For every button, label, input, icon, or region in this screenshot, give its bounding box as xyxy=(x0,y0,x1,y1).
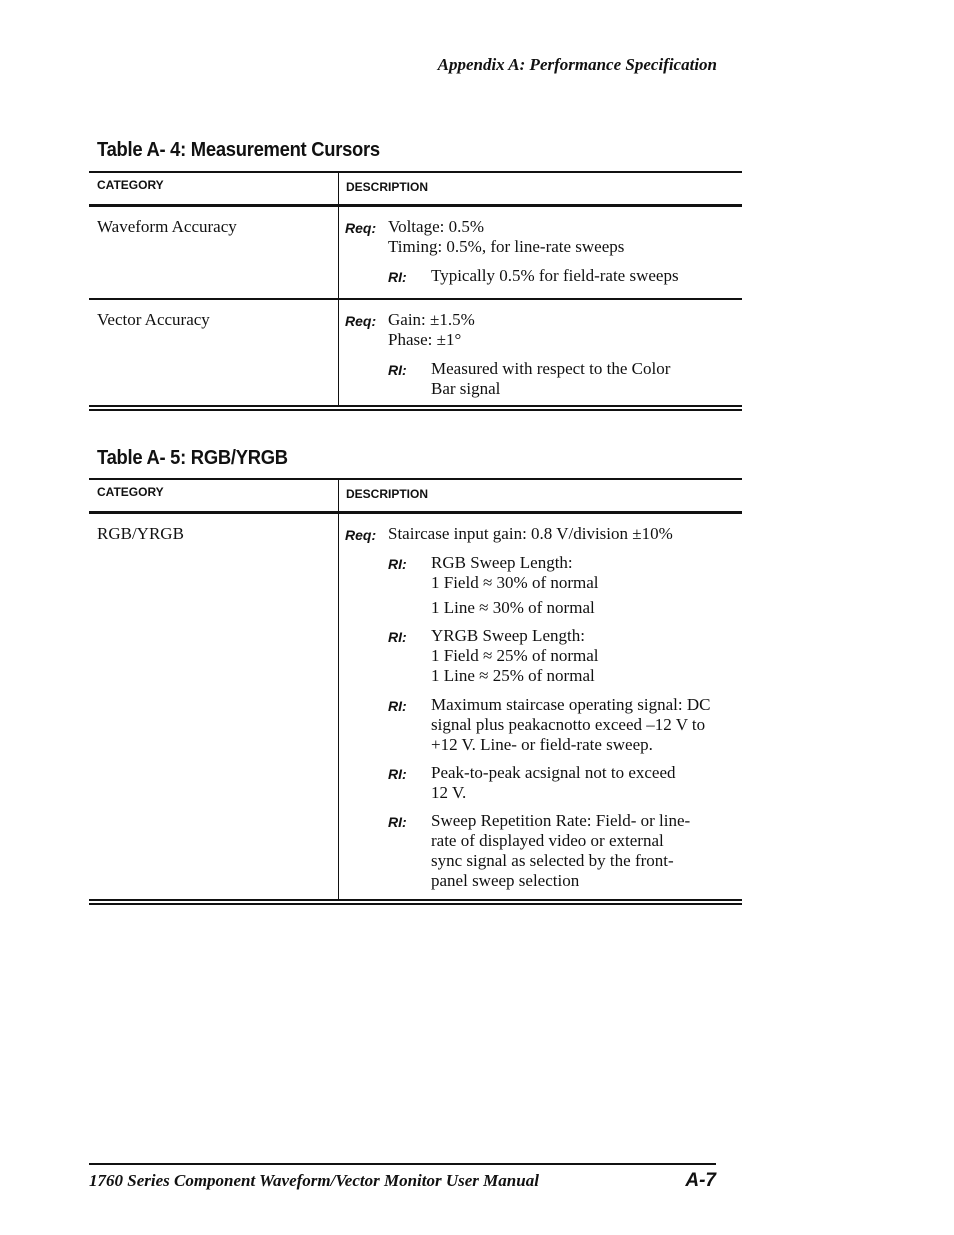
footer-rule xyxy=(89,1163,716,1165)
row-category: Vector Accuracy xyxy=(97,310,210,329)
table-a5-title: Table A- 5: RGB/YRGB xyxy=(97,447,288,469)
row-description xyxy=(345,310,735,399)
ri-text: 12 V. xyxy=(431,783,467,802)
ri-text: Bar signal xyxy=(431,379,501,398)
category-header: CATEGORY xyxy=(97,485,164,499)
table-a4 xyxy=(89,171,742,406)
req-label: Req: xyxy=(345,313,377,329)
column-divider xyxy=(338,173,339,204)
description-header: DESCRIPTION xyxy=(346,487,429,501)
table-a5 xyxy=(89,478,742,900)
row-category: RGB/YRGB xyxy=(97,524,184,543)
req-text: Voltage: 0.5% xyxy=(388,217,485,236)
ri-text: RGB Sweep Length: xyxy=(431,553,573,572)
category-header: CATEGORY xyxy=(97,178,164,192)
table-a4-header xyxy=(89,171,742,207)
ri-item xyxy=(388,811,735,891)
ri-text: Typically 0.5% for field-rate sweeps xyxy=(431,266,679,285)
ri-text: sync signal as selected by the front- xyxy=(431,851,674,870)
ri-text: Measured with respect to the Color xyxy=(431,359,671,378)
ri-text: 1 Line ≈ 30% of normal xyxy=(431,598,595,617)
table-a5-header xyxy=(89,478,742,514)
table-row xyxy=(89,207,742,300)
req-text: Phase: ±1° xyxy=(388,330,462,349)
ri-text: panel sweep selection xyxy=(431,871,580,890)
page-number: A-7 xyxy=(685,1170,716,1191)
row-description xyxy=(345,217,735,287)
ri-text: 1 Line ≈ 25% of normal xyxy=(431,666,595,685)
running-header: Appendix A: Performance Specification xyxy=(437,55,717,74)
ri-text: 1 Field ≈ 25% of normal xyxy=(431,646,599,665)
ri-label: RI: xyxy=(388,362,407,378)
ri-label: RI: xyxy=(388,269,407,285)
ri-text: YRGB Sweep Length: xyxy=(431,626,585,645)
ri-text: Peak-to-peak acsignal not to exceed xyxy=(431,763,676,782)
ri-item xyxy=(388,553,735,618)
ri-text: Maximum staircase operating signal: DC xyxy=(431,695,711,714)
ri-text: Sweep Repetition Rate: Field- or line- xyxy=(431,811,691,830)
column-divider xyxy=(338,514,339,900)
ri-text: 1 Field ≈ 30% of normal xyxy=(431,573,599,592)
ri-text: rate of displayed video or external xyxy=(431,831,664,850)
ri-label: RI: xyxy=(388,698,407,714)
column-divider xyxy=(338,300,339,406)
footer-manual-title: 1760 Series Component Waveform/Vector Monitor User Manual xyxy=(89,1171,539,1190)
req-text: Staircase input gain: 0.8 V/division ±10% xyxy=(388,524,673,543)
req-label: Req: xyxy=(345,220,377,236)
table-row xyxy=(89,514,742,900)
req-text: Timing: 0.5%, for line-rate sweeps xyxy=(388,237,625,256)
ri-text: +12 V. Line- or field-rate sweep. xyxy=(431,735,653,754)
table-row xyxy=(89,300,742,406)
ri-item xyxy=(388,626,735,686)
ri-label: RI: xyxy=(388,556,407,572)
column-divider xyxy=(338,480,339,511)
ri-item xyxy=(388,695,735,755)
req-label: Req: xyxy=(345,527,377,543)
column-divider xyxy=(338,207,339,298)
table-end-rule xyxy=(89,405,742,411)
ri-label: RI: xyxy=(388,629,407,645)
table-a4-title: Table A- 4: Measurement Cursors xyxy=(97,139,380,161)
row-description xyxy=(345,524,735,891)
ri-text: signal plus peakacnotto exceed –12 V to xyxy=(431,715,706,734)
ri-item xyxy=(388,763,735,803)
ri-label: RI: xyxy=(388,814,407,830)
ri-label: RI: xyxy=(388,766,407,782)
req-text: Gain: ±1.5% xyxy=(388,310,475,329)
row-category: Waveform Accuracy xyxy=(97,217,237,236)
table-end-rule xyxy=(89,899,742,905)
description-header: DESCRIPTION xyxy=(346,180,429,194)
